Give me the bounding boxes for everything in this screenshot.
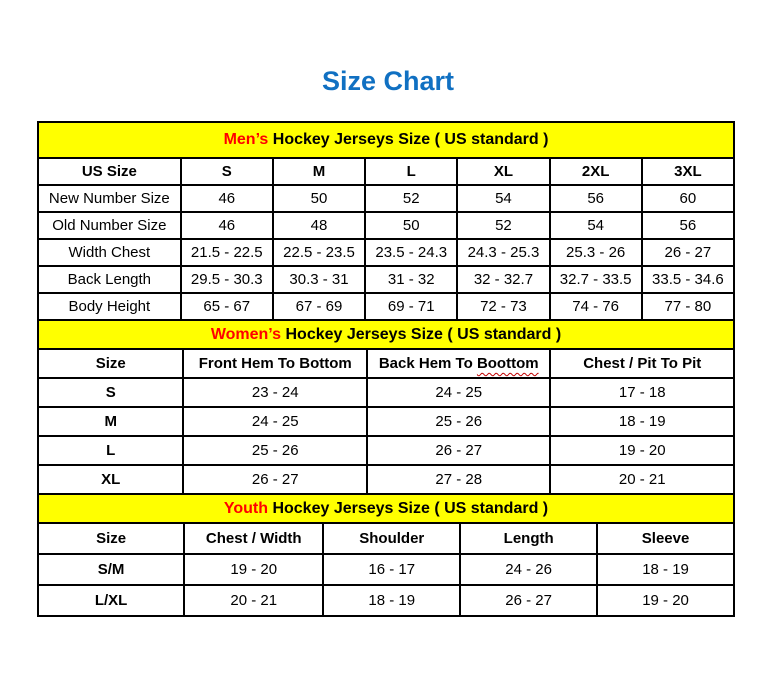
row-label: L xyxy=(38,436,183,465)
value-cell: 25.3 - 26 xyxy=(550,239,642,266)
table-row xyxy=(38,266,734,293)
value-cell: 74 - 76 xyxy=(550,293,642,320)
table-row xyxy=(38,212,734,239)
value-cell: 20 - 21 xyxy=(184,585,323,616)
value-cell: 26 - 27 xyxy=(460,585,597,616)
value-cell: 46 xyxy=(181,212,273,239)
column-header: Chest / Width xyxy=(184,523,323,554)
value-cell: 27 - 28 xyxy=(367,465,551,494)
value-cell: 48 xyxy=(273,212,365,239)
row-label: Body Height xyxy=(38,293,181,320)
value-cell: 77 - 80 xyxy=(642,293,734,320)
womens-table-caption xyxy=(37,319,735,350)
column-header: M xyxy=(273,158,365,185)
column-header: L xyxy=(365,158,457,185)
value-cell: 46 xyxy=(181,185,273,212)
mens-caption-text: Hockey Jerseys Size ( US standard ) xyxy=(268,131,549,148)
value-cell: 25 - 26 xyxy=(183,436,367,465)
table-row xyxy=(38,585,734,616)
value-cell: 26 - 27 xyxy=(183,465,367,494)
column-header: Shoulder xyxy=(323,523,460,554)
value-cell: 26 - 27 xyxy=(642,239,734,266)
table-row xyxy=(38,554,734,585)
page-title: Size Chart xyxy=(321,66,455,96)
row-label: S/M xyxy=(38,554,184,585)
size-chart xyxy=(37,121,735,617)
column-header: Length xyxy=(460,523,597,554)
column-header: Size xyxy=(38,349,183,378)
value-cell: 25 - 26 xyxy=(367,407,551,436)
table-row xyxy=(38,465,734,494)
row-label: L/XL xyxy=(38,585,184,616)
column-header: Chest / Pit To Pit xyxy=(550,349,734,378)
table-row xyxy=(38,407,734,436)
value-cell: 52 xyxy=(457,212,549,239)
value-cell: 17 - 18 xyxy=(550,378,734,407)
mens-size-table xyxy=(37,157,735,321)
womens-size-table xyxy=(37,348,735,495)
header-row xyxy=(38,349,734,378)
value-cell: 32 - 32.7 xyxy=(457,266,549,293)
value-cell: 32.7 - 33.5 xyxy=(550,266,642,293)
value-cell: 18 - 19 xyxy=(323,585,460,616)
column-header: Sleeve xyxy=(597,523,734,554)
value-cell: 18 - 19 xyxy=(550,407,734,436)
womens-section xyxy=(37,319,735,495)
value-cell: 21.5 - 22.5 xyxy=(181,239,273,266)
value-cell: 24 - 25 xyxy=(183,407,367,436)
value-cell: 23.5 - 24.3 xyxy=(365,239,457,266)
header-row xyxy=(38,523,734,554)
misspelled-word: Boottom xyxy=(476,355,539,372)
womens-caption-text: Hockey Jerseys Size ( US standard ) xyxy=(281,325,562,343)
row-label: S xyxy=(38,378,183,407)
value-cell: 23 - 24 xyxy=(183,378,367,407)
column-header: 3XL xyxy=(642,158,734,185)
value-cell: 65 - 67 xyxy=(181,293,273,320)
column-header: Size xyxy=(38,523,184,554)
value-cell: 31 - 32 xyxy=(365,266,457,293)
value-cell: 26 - 27 xyxy=(367,436,551,465)
row-label: M xyxy=(38,407,183,436)
youth-caption-text: Hockey Jerseys Size ( US standard ) xyxy=(268,499,549,517)
table-row xyxy=(38,378,734,407)
row-label: Back Length xyxy=(38,266,181,293)
value-cell: 19 - 20 xyxy=(597,585,734,616)
value-cell: 18 - 19 xyxy=(597,554,734,585)
value-cell: 24.3 - 25.3 xyxy=(457,239,549,266)
row-label: XL xyxy=(38,465,183,494)
column-header-text: Back Hem To xyxy=(378,355,477,372)
value-cell: 24 - 25 xyxy=(367,378,551,407)
youth-size-table xyxy=(37,522,735,617)
value-cell: 22.5 - 23.5 xyxy=(273,239,365,266)
table-row xyxy=(38,293,734,320)
row-label: Width Chest xyxy=(38,239,181,266)
value-cell: 50 xyxy=(273,185,365,212)
value-cell: 24 - 26 xyxy=(460,554,597,585)
value-cell: 29.5 - 30.3 xyxy=(181,266,273,293)
mens-table-caption xyxy=(37,121,735,159)
value-cell: 16 - 17 xyxy=(323,554,460,585)
value-cell: 52 xyxy=(365,185,457,212)
column-header: US Size xyxy=(38,158,181,185)
table-row xyxy=(38,436,734,465)
youth-caption-highlight: Youth xyxy=(223,499,268,517)
mens-section xyxy=(37,121,735,321)
value-cell: 19 - 20 xyxy=(550,436,734,465)
column-header: 2XL xyxy=(550,158,642,185)
row-label: Old Number Size xyxy=(38,212,181,239)
column-header: S xyxy=(181,158,273,185)
column-header xyxy=(367,349,551,378)
value-cell: 72 - 73 xyxy=(457,293,549,320)
row-label: New Number Size xyxy=(38,185,181,212)
youth-table-caption xyxy=(37,493,735,524)
youth-section xyxy=(37,493,735,617)
table-row xyxy=(38,239,734,266)
value-cell: 30.3 - 31 xyxy=(273,266,365,293)
womens-caption-highlight: Women’s xyxy=(210,325,282,343)
column-header: XL xyxy=(457,158,549,185)
value-cell: 56 xyxy=(550,185,642,212)
value-cell: 69 - 71 xyxy=(365,293,457,320)
value-cell: 50 xyxy=(365,212,457,239)
value-cell: 54 xyxy=(457,185,549,212)
table-row xyxy=(38,185,734,212)
value-cell: 20 - 21 xyxy=(550,465,734,494)
value-cell: 54 xyxy=(550,212,642,239)
value-cell: 33.5 - 34.6 xyxy=(642,266,734,293)
column-header: Front Hem To Bottom xyxy=(183,349,367,378)
header-row xyxy=(38,158,734,185)
mens-caption-highlight: Men’s xyxy=(223,131,269,148)
value-cell: 56 xyxy=(642,212,734,239)
value-cell: 60 xyxy=(642,185,734,212)
value-cell: 67 - 69 xyxy=(273,293,365,320)
value-cell: 19 - 20 xyxy=(184,554,323,585)
